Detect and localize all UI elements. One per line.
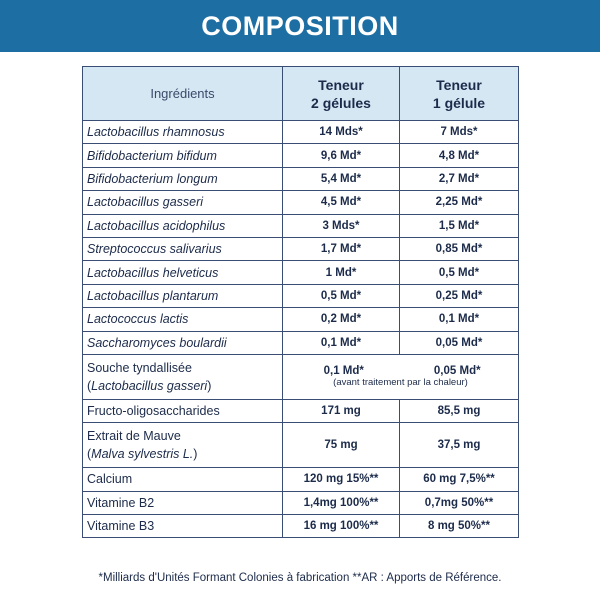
value-two-capsules: 0,1 Md* <box>323 365 364 378</box>
mauve-latin-name: Malva sylvestris L. <box>91 447 194 462</box>
table-row-mauve <box>83 423 519 468</box>
header-one-line1: Teneur <box>436 76 482 93</box>
table-row <box>83 399 519 422</box>
table-row <box>83 121 519 144</box>
ingredient-name: Calcium <box>83 468 283 491</box>
table-row <box>83 261 519 284</box>
ingredient-name: Lactobacillus acidophilus <box>83 214 283 237</box>
table-row <box>83 468 519 491</box>
mauve-line1: Extrait de Mauve <box>87 429 181 444</box>
value-one-capsule: 0,7mg 50%** <box>400 491 519 514</box>
ingredient-name: Vitamine B3 <box>83 515 283 538</box>
heat-treatment-note: (avant traitement par la chaleur) <box>333 377 468 389</box>
value-two-capsules: 0,5 Md* <box>283 284 400 307</box>
value-one-capsule: 7 Mds* <box>400 121 519 144</box>
table-row <box>83 214 519 237</box>
souche-paren-close: ) <box>207 378 212 393</box>
value-two-capsules: 171 mg <box>283 399 400 422</box>
mauve-paren-open: ( <box>87 447 92 462</box>
table-row <box>83 491 519 514</box>
header-ingredients: Ingrédients <box>83 67 283 121</box>
composition-table <box>82 66 519 538</box>
ingredient-name: Lactococcus lactis <box>83 308 283 331</box>
value-two-capsules: 1 Md* <box>283 261 400 284</box>
table-row-souche <box>83 354 519 399</box>
value-one-capsule: 37,5 mg <box>400 423 519 468</box>
table-row <box>83 191 519 214</box>
value-two-capsules: 0,1 Md* <box>283 331 400 354</box>
souche-strain: Lactobacillus gasseri <box>91 378 208 393</box>
value-one-capsule: 4,8 Md* <box>400 144 519 167</box>
value-one-capsule: 2,25 Md* <box>400 191 519 214</box>
table-header-row <box>83 67 519 121</box>
value-two-capsules: 3 Mds* <box>283 214 400 237</box>
header-two-line1: Teneur <box>318 76 364 93</box>
header-one-capsule <box>400 67 519 121</box>
ingredient-name: Lactobacillus helveticus <box>83 261 283 284</box>
header-one-line2: 1 gélule <box>432 94 486 111</box>
ingredient-name: Vitamine B2 <box>83 491 283 514</box>
ingredient-name: Fructo-oligosaccharides <box>83 399 283 422</box>
value-one-capsule: 1,5 Md* <box>400 214 519 237</box>
ingredient-name: Lactobacillus gasseri <box>83 191 283 214</box>
value-one-capsule: 2,7 Md* <box>400 167 519 190</box>
ingredient-name: Lactobacillus plantarum <box>83 284 283 307</box>
mauve-line2 <box>87 445 278 463</box>
value-two-capsules: 14 Mds* <box>283 121 400 144</box>
banner-title: COMPOSITION <box>201 10 399 41</box>
ingredient-name <box>83 423 283 468</box>
value-one-capsule: 0,25 Md* <box>400 284 519 307</box>
header-two-line2: 2 gélules <box>311 94 371 111</box>
table-row <box>83 144 519 167</box>
ingredient-name: Saccharomyces boulardii <box>83 331 283 354</box>
value-two-capsules: 16 mg 100%** <box>283 515 400 538</box>
ingredient-name: Bifidobacterium bifidum <box>83 144 283 167</box>
souche-paren-open: ( <box>87 378 92 393</box>
table-row <box>83 284 519 307</box>
table-row <box>83 167 519 190</box>
value-one-capsule: 0,1 Md* <box>400 308 519 331</box>
value-one-capsule: 8 mg 50%** <box>400 515 519 538</box>
footnote: *Milliards d'Unités Formant Colonies à fabrication **AR : Apports de Référence. <box>98 572 502 584</box>
table-row <box>83 331 519 354</box>
table-row <box>83 308 519 331</box>
value-one-capsule: 85,5 mg <box>400 399 519 422</box>
header-two-capsules <box>283 67 400 121</box>
mauve-paren-close: ) <box>193 447 198 462</box>
value-one-capsule: 0,05 Md* <box>433 365 481 378</box>
souche-line2 <box>87 377 278 395</box>
composition-banner <box>0 0 600 52</box>
value-two-capsules: 4,5 Md* <box>283 191 400 214</box>
ingredient-name: Lactobacillus rhamnosus <box>83 121 283 144</box>
value-two-capsules: 1,4mg 100%** <box>283 491 400 514</box>
value-two-capsules: 75 mg <box>283 423 400 468</box>
value-two-capsules: 1,7 Md* <box>283 237 400 260</box>
table-row <box>83 515 519 538</box>
value-one-capsule: 60 mg 7,5%** <box>400 468 519 491</box>
table-row <box>83 237 519 260</box>
value-two-capsules: 120 mg 15%** <box>283 468 400 491</box>
souche-values <box>283 354 519 399</box>
value-two-capsules: 5,4 Md* <box>283 167 400 190</box>
ingredient-name: Streptococcus salivarius <box>83 237 283 260</box>
value-one-capsule: 0,5 Md* <box>400 261 519 284</box>
ingredient-name: Bifidobacterium longum <box>83 167 283 190</box>
ingredient-name <box>83 354 283 399</box>
value-one-capsule: 0,05 Md* <box>400 331 519 354</box>
souche-line1: Souche tyndallisée <box>87 360 192 375</box>
value-two-capsules: 0,2 Md* <box>283 308 400 331</box>
value-two-capsules: 9,6 Md* <box>283 144 400 167</box>
value-one-capsule: 0,85 Md* <box>400 237 519 260</box>
